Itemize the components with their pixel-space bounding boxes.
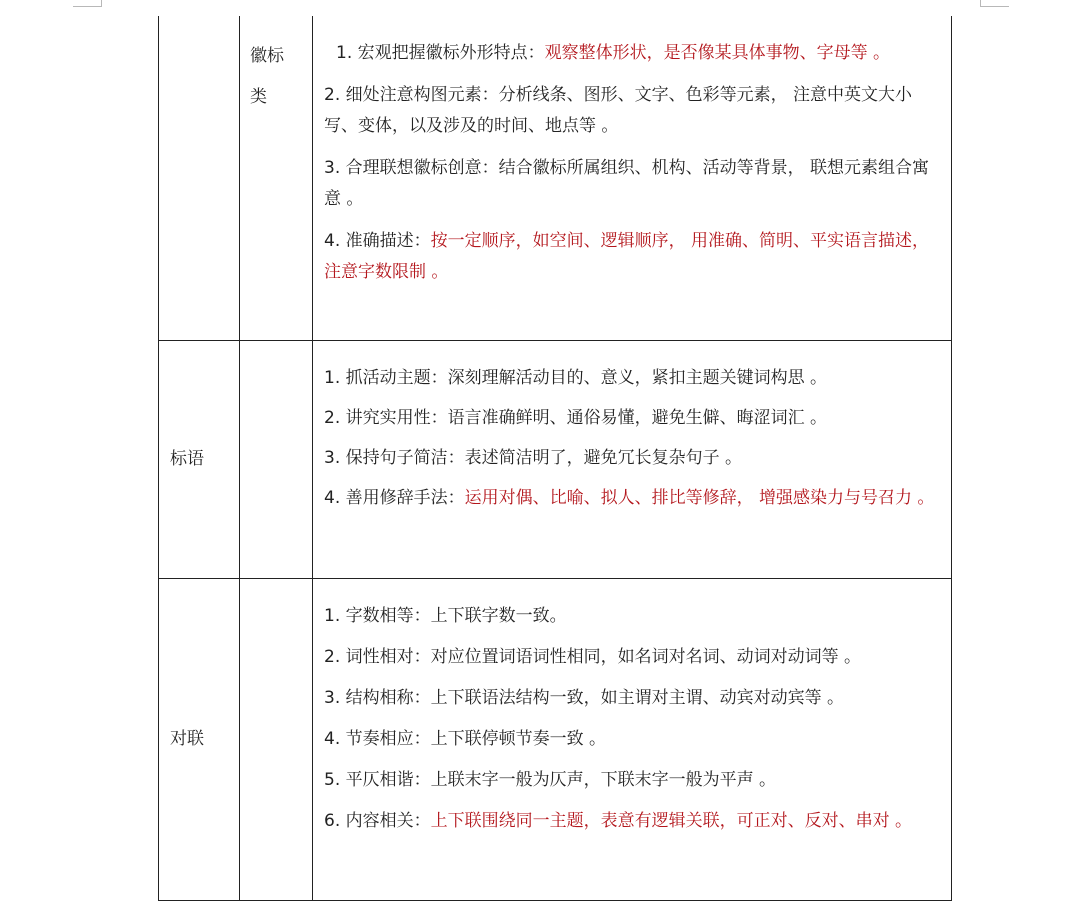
- tip-text: 语言准确鲜明、通俗易懂，避免生僻、晦涩词汇 。: [447, 407, 828, 428]
- tip-item: [324, 483, 937, 514]
- table-row-couplet: [159, 578, 952, 900]
- category-label: 标语: [170, 449, 204, 469]
- tip-item: [324, 724, 937, 755]
- tips-cell: [313, 578, 952, 900]
- tip-label: 2. 细处注意构图元素：: [324, 85, 499, 105]
- subcategory-cell: [240, 16, 313, 340]
- tip-text: 结合徽标所属组织、机构、活动等背景， 联想元素组合寓意 。: [324, 158, 930, 209]
- subcategory-cell: [240, 340, 313, 578]
- subcategory-cell: [240, 578, 313, 900]
- subcategory-label: 徽标类: [250, 46, 284, 107]
- tip-item: [324, 38, 937, 69]
- tips-cell: [313, 16, 952, 340]
- tip-label: 5. 平仄相谐：: [324, 769, 431, 790]
- subcategory-label: [240, 579, 290, 599]
- subcategory-label: [240, 341, 290, 361]
- tip-label: 2. 讲究实用性：: [324, 407, 448, 428]
- tip-label: 6. 内容相关：: [324, 810, 431, 831]
- page-corner-mark-left: [73, 0, 102, 7]
- tip-item: [324, 226, 937, 288]
- tip-item: [324, 363, 937, 394]
- tip-text: 表述简洁明了，避免冗长复杂句子 。: [464, 447, 743, 468]
- tip-label: 3. 结构相称：: [324, 687, 431, 708]
- tip-text: 上下联字数一致。: [430, 605, 567, 626]
- tip-text: 上联末字一般为仄声，下联末字一般为平声 。: [430, 769, 777, 790]
- category-cell: [159, 578, 240, 900]
- tip-item: [324, 683, 937, 714]
- tip-text: 分析线条、图形、文字、色彩等元素， 注意中英文大小写、变体，以及涉及的时间、地点等 。: [324, 85, 913, 136]
- tip-text: 上下联语法结构一致，如主谓对主谓、动宾对动宾等 。: [430, 687, 845, 708]
- tip-item: [324, 601, 937, 632]
- tips-list: [313, 579, 951, 837]
- tip-item: [324, 153, 937, 215]
- tip-label: 1. 字数相等：: [324, 605, 431, 626]
- tips-cell: [313, 340, 952, 578]
- tip-label: 1. 宏观把握徽标外形特点：: [336, 43, 545, 63]
- tip-text: 运用对偶、比喻、拟人、排比等修辞， 增强感染力与号召力 。: [464, 487, 935, 508]
- tip-label: 3. 保持句子简洁：: [324, 447, 465, 468]
- tip-item: [324, 806, 937, 837]
- tip-text: 按一定顺序，如空间、逻辑顺序， 用准确、简明、平实语言描述，注意字数限制 。: [324, 231, 930, 282]
- table-row-logo: [159, 16, 952, 340]
- tip-item: [324, 642, 937, 673]
- tip-text: 深刻理解活动目的、意义，紧扣主题关键词构思 。: [447, 367, 828, 388]
- tip-label: 4. 节奏相应：: [324, 728, 431, 749]
- table-row-slogan: [159, 340, 952, 578]
- tip-item: [324, 80, 937, 142]
- tip-item: [324, 443, 937, 474]
- category-cell: [159, 340, 240, 578]
- tip-label: 3. 合理联想徽标创意：: [324, 158, 499, 178]
- tip-text: 对应位置词语词性相同，如名词对名词、动词对动词等 。: [430, 646, 862, 667]
- tips-list: [313, 16, 951, 288]
- tip-text: 上下联停顿节奏一致 。: [430, 728, 607, 749]
- tip-text: 观察整体形状，是否像某具体事物、字母等 。: [544, 43, 891, 63]
- tip-label: 1. 抓活动主题：: [324, 367, 448, 388]
- page-corner-mark-right: [980, 0, 1009, 7]
- tip-label: 2. 词性相对：: [324, 646, 431, 667]
- tip-item: [324, 403, 937, 434]
- tip-label: 4. 善用修辞手法：: [324, 487, 465, 508]
- category-cell: [159, 16, 240, 340]
- tips-list: [313, 341, 951, 514]
- tip-label: 4. 准确描述：: [324, 231, 431, 251]
- writing-tips-table: [158, 16, 952, 901]
- category-label: 对联: [170, 729, 204, 749]
- tip-item: [324, 765, 937, 796]
- tip-text: 上下联围绕同一主题，表意有逻辑关联，可正对、反对、串对 。: [430, 810, 913, 831]
